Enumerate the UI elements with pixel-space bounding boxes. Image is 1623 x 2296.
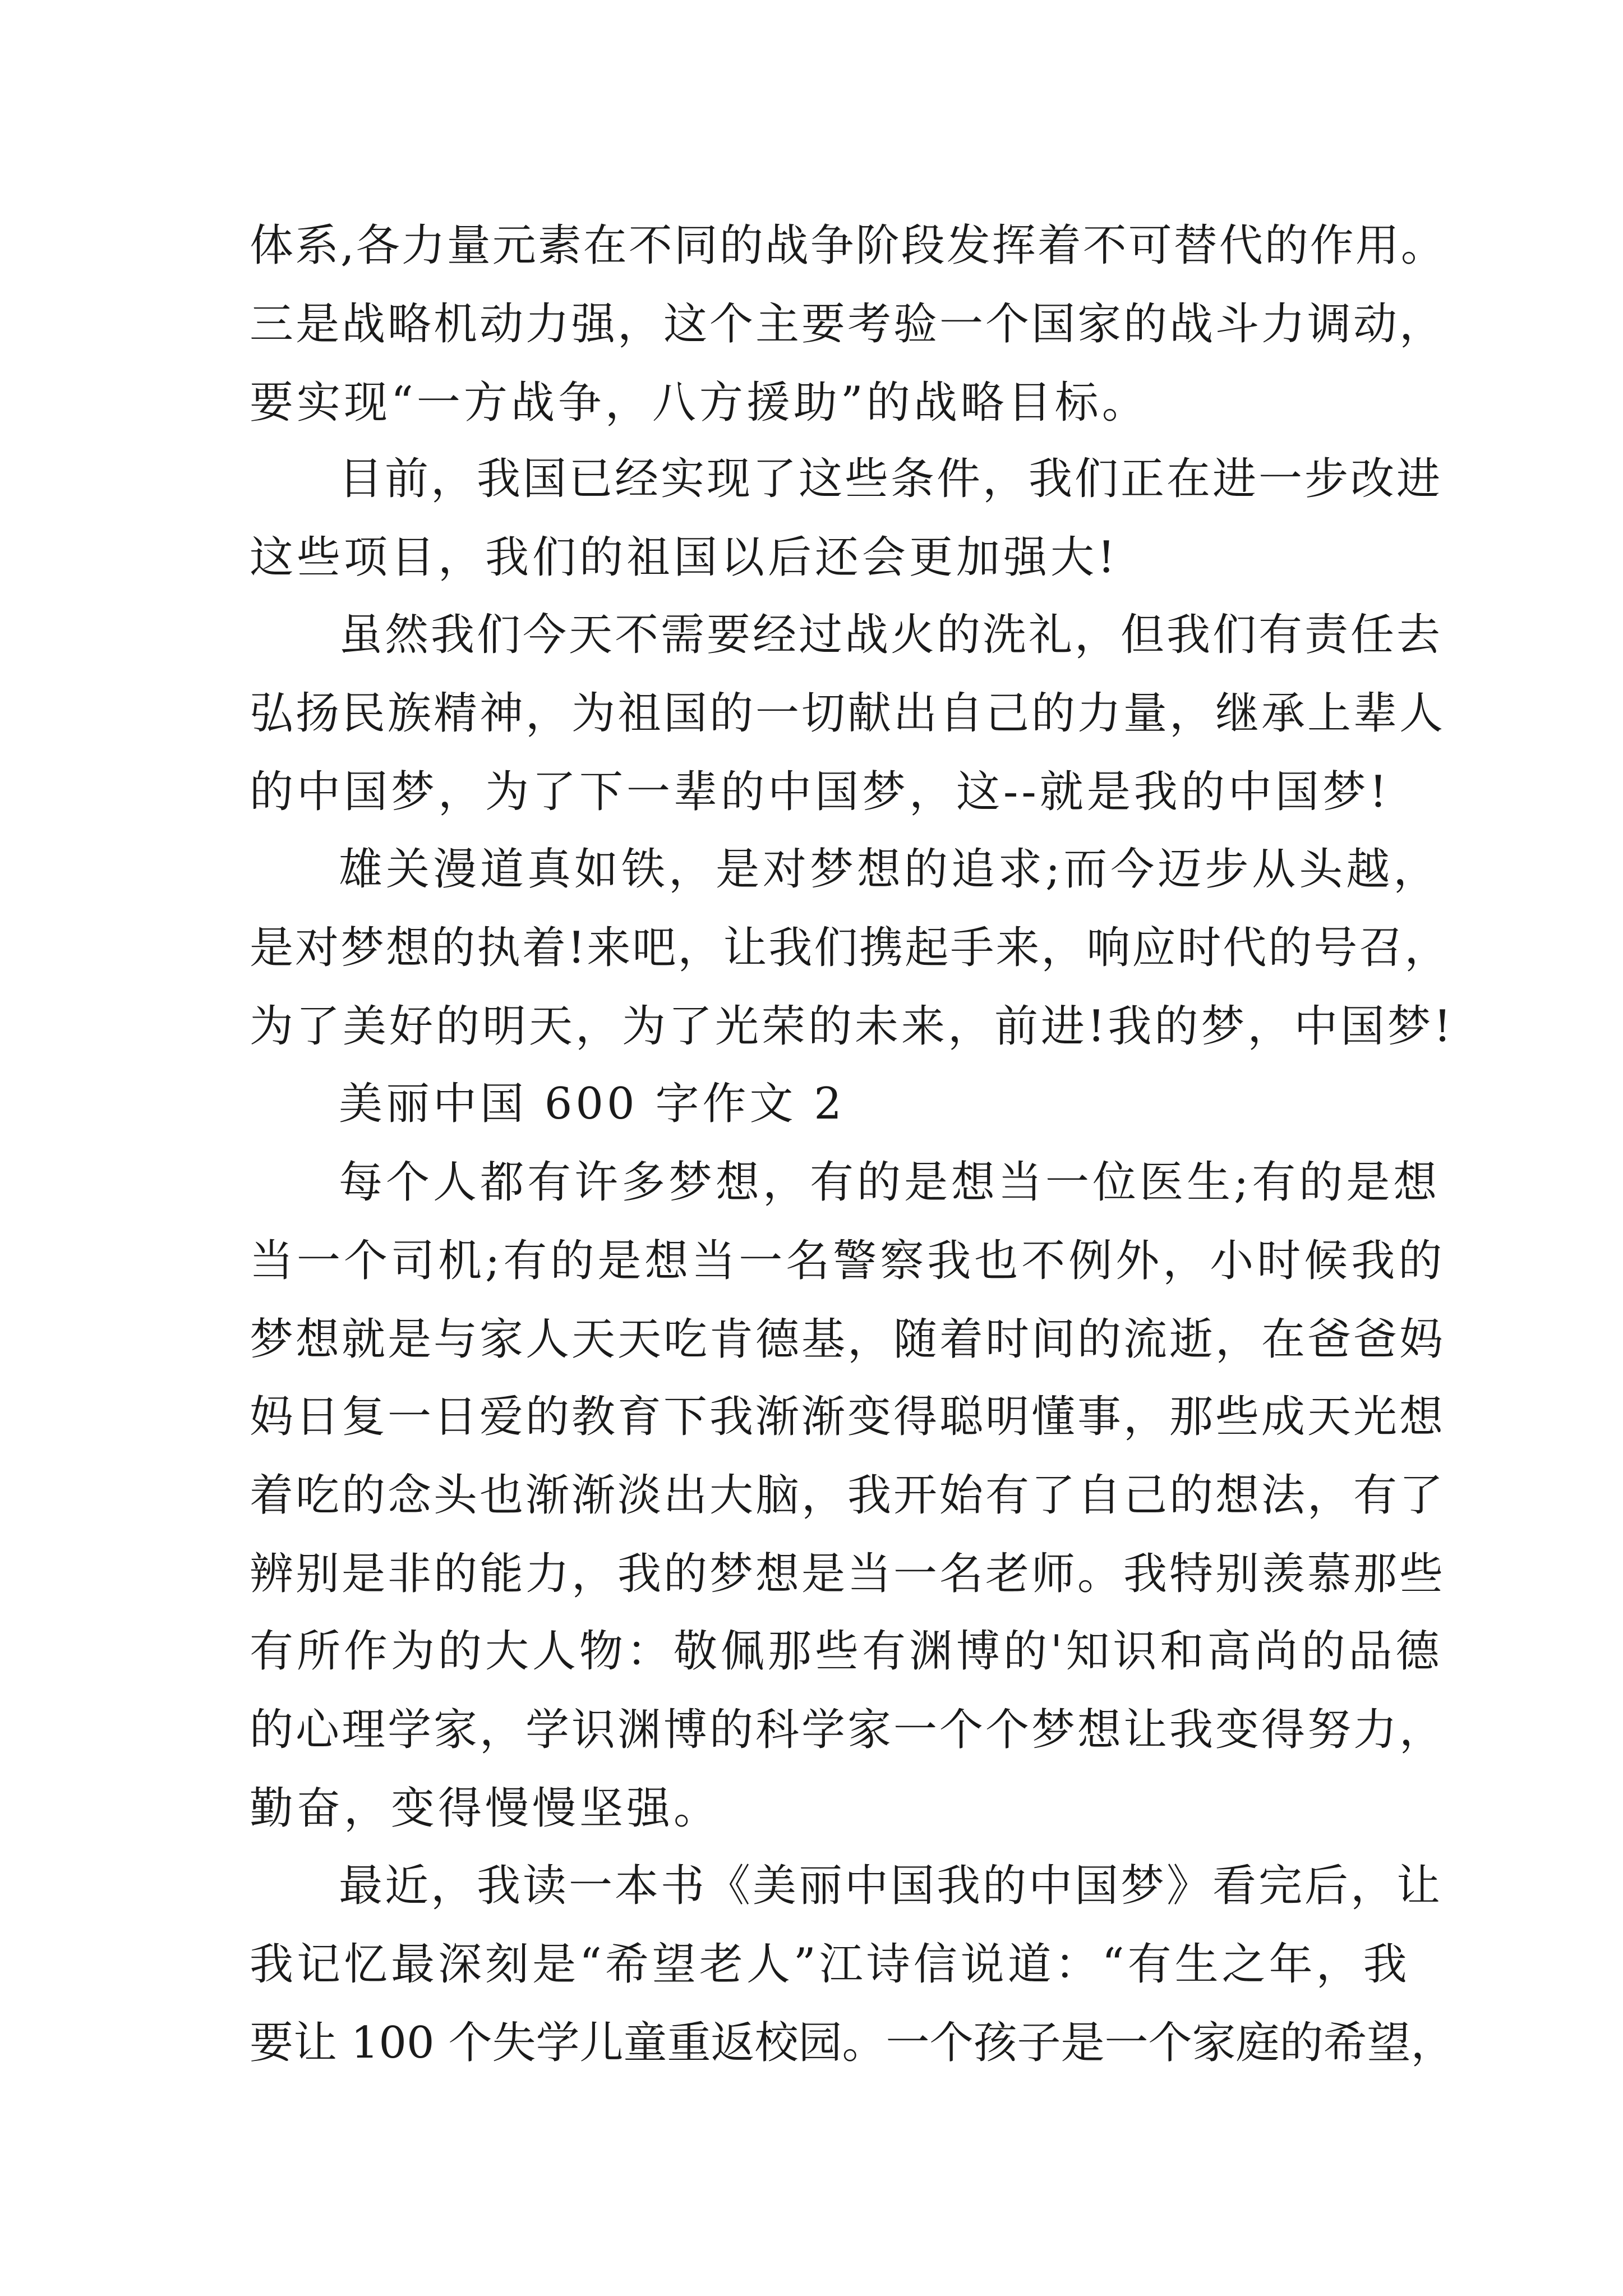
text-line: 梦想就是与家人天天吃肯德基，随着时间的流逝，在爸爸妈 xyxy=(250,1314,1446,1365)
text-line: 我记忆最深刻是“希望老人”江诗信说道：“有生之年，我 xyxy=(250,1939,1410,1990)
paragraph-first-line: 每个人都有许多梦想，有的是想当一位医生;有的是想 xyxy=(339,1157,1441,1208)
text-line: 着吃的念头也渐渐淡出大脑，我开始有了自己的想法，有了 xyxy=(250,1470,1446,1521)
text-line: 为了美好的明天，为了光荣的未来，前进!我的梦，中国梦! xyxy=(250,1001,1454,1052)
text-line: 勤奋，变得慢慢坚强。 xyxy=(250,1783,721,1834)
text-line: 要让 100 个失学儿童重返校园。一个孩子是一个家庭的希望， xyxy=(250,2018,1455,2068)
paragraph-first-line: 目前，我国已经实现了这些条件，我们正在进一步改进 xyxy=(339,454,1443,504)
text-line: 的中国梦，为了下一辈的中国梦，这--就是我的中国梦! xyxy=(250,767,1391,817)
text-line: 三是战略机动力强，这个主要考验一个国家的战斗力调动， xyxy=(250,299,1446,349)
text-line: 这些项目，我们的祖国以后还会更加强大! xyxy=(250,532,1119,583)
text-line: 辨别是非的能力，我的梦想是当一名老师。我特别羡慕那些 xyxy=(250,1549,1446,1599)
text-line: 妈日复一日爱的教育下我渐渐变得聪明懂事，那些成天光想 xyxy=(250,1392,1446,1442)
text-line: 的心理学家，学识渊博的科学家一个个梦想让我变得努力， xyxy=(250,1705,1446,1755)
text-line: 有所作为的大人物：敬佩那些有渊博的'知识和高尚的品德 xyxy=(250,1626,1443,1677)
text-line: 是对梦想的执着!来吧，让我们携起手来，响应时代的号召， xyxy=(250,923,1450,973)
paragraph-first-line: 最近，我读一本书《美丽中国我的中国梦》看完后，让 xyxy=(339,1861,1443,1911)
text-line: 当一个司机;有的是想当一名警察我也不例外，小时候我的 xyxy=(250,1236,1446,1286)
paragraph-first-line: 虽然我们今天不需要经过战火的洗礼，但我们有责任去 xyxy=(339,610,1443,660)
text-line: 弘扬民族精神，为祖国的一切献出自己的力量，继承上辈人 xyxy=(250,688,1446,739)
text-line: 要实现“一方战争，八方援助”的战略目标。 xyxy=(250,378,1149,428)
paragraph-first-line: 雄关漫道真如铁，是对梦想的追求;而今迈步从头越， xyxy=(339,844,1441,895)
text-line: 体系,各力量元素在不同的战争阶段发挥着不可替代的作用。 xyxy=(250,220,1446,271)
section-heading: 美丽中国 600 字作文 2 xyxy=(339,1079,845,1129)
